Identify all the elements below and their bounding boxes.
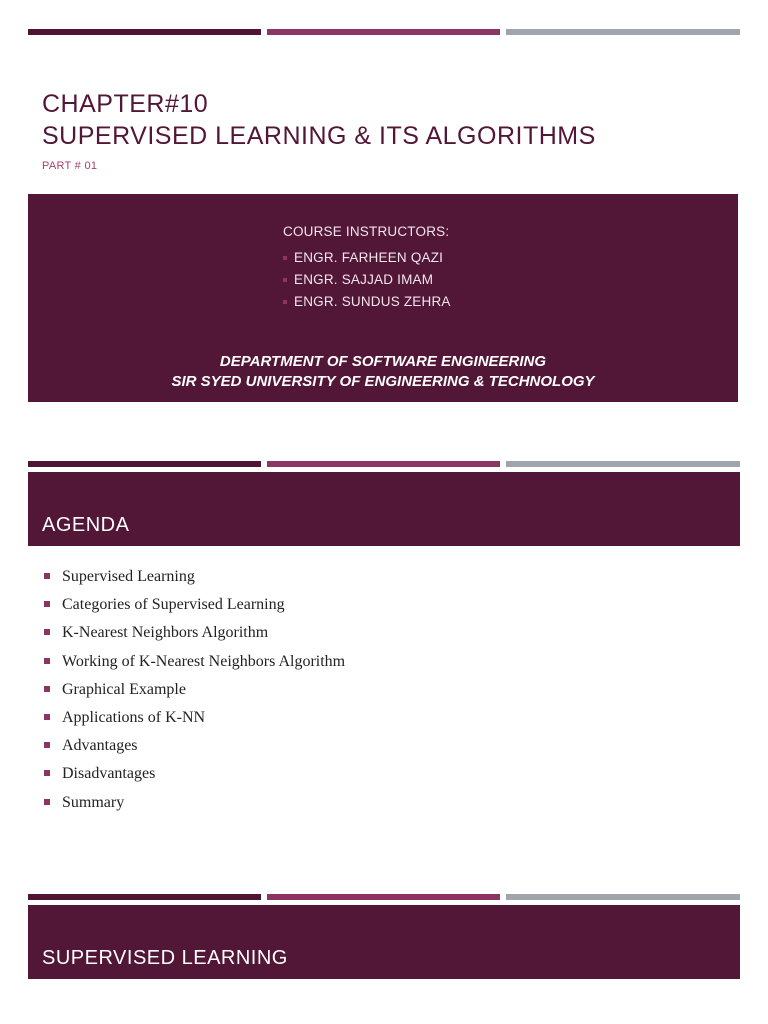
square-bullet-icon [283,256,287,260]
agenda-item-label: Working of K-Nearest Neighbors Algorithm [62,652,346,670]
supervised-heading: SUPERVISED LEARNING [42,947,288,969]
square-bullet-icon [283,300,287,304]
agenda-item-label: Categories of Supervised Learning [62,596,285,614]
instructor-item [283,269,451,291]
instructor-item [283,291,451,313]
square-bullet-icon [44,686,50,692]
agenda-item-label: Summary [62,793,125,811]
agenda-item [44,648,345,676]
square-bullet-icon [44,742,50,748]
bar-mid [267,29,500,35]
instructor-item [283,247,451,269]
bar-dark [28,29,261,35]
bar-light [506,461,740,467]
agenda-item-label: Supervised Learning [62,568,195,585]
agenda-item [44,789,345,817]
instructors-heading: COURSE INSTRUCTORS: [283,224,450,239]
square-bullet-icon [44,573,50,579]
agenda-item [44,704,345,732]
agenda-item [44,676,345,704]
instructor-banner [28,194,738,402]
agenda-item [44,760,345,788]
agenda-item-label: Graphical Example [62,680,186,698]
square-bullet-icon [44,714,50,720]
bar-mid [267,894,500,900]
agenda-item-label: K-Nearest Neighbors Algorithm [62,624,269,642]
agenda-item [44,619,345,647]
instructor-name: ENGR. SAJJAD IMAM [294,272,434,287]
agenda-heading: AGENDA [42,514,130,536]
agenda-item [44,563,345,591]
agenda-list [44,563,345,817]
square-bullet-icon [44,799,50,805]
bar-dark [28,894,261,900]
slide1-top-bars [28,29,740,35]
bar-dark [28,461,261,467]
instructor-list [283,247,451,313]
square-bullet-icon [283,278,287,282]
square-bullet-icon [44,629,50,635]
bar-light [506,29,740,35]
slide2-top-bars [28,461,740,467]
department-name: DEPARTMENT OF SOFTWARE ENGINEERING [219,353,547,370]
chapter-title: CHAPTER#10 [42,90,209,118]
title-block [42,88,742,172]
agenda-item [44,732,345,760]
instructor-name: ENGR. SUNDUS ZEHRA [294,294,451,309]
supervised-header [28,905,740,979]
university-name: SIR SYED UNIVERSITY OF ENGINEERING & TECHNOLOGY [171,373,595,390]
agenda-item-label: Applications of K-NN [62,708,206,726]
agenda-item [44,591,345,619]
square-bullet-icon [44,770,50,776]
bar-light [506,894,740,900]
department-block [28,352,738,392]
agenda-item-label: Disadvantages [62,765,156,783]
slide-title: SUPERVISED LEARNING & ITS ALGORITHMS [42,122,596,150]
part-number: PART # 01 [42,160,98,172]
agenda-item-label: Advantages [62,737,138,755]
agenda-header [28,472,740,546]
instructor-name: ENGR. FARHEEN QAZI [294,250,444,265]
slide3-top-bars [28,894,740,900]
square-bullet-icon [44,658,50,664]
square-bullet-icon [44,601,50,607]
instructors-block [283,224,451,313]
bar-mid [267,461,500,467]
